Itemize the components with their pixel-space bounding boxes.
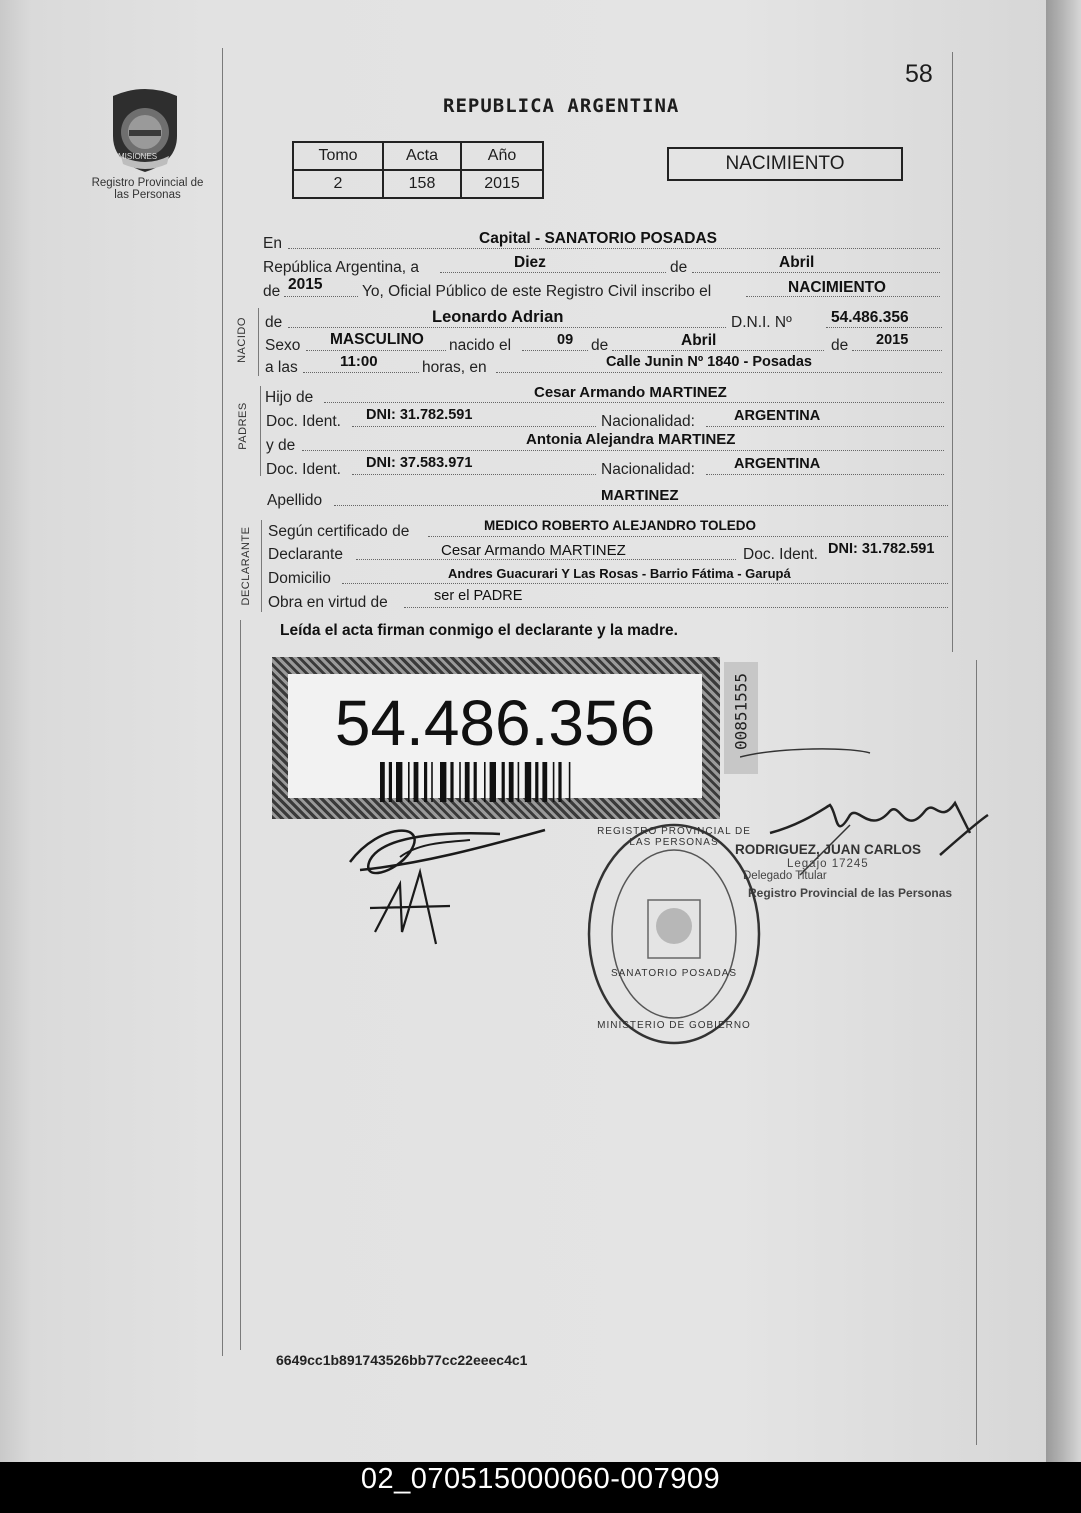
acta-header: Acta (383, 142, 461, 170)
republica-label: República Argentina, a (263, 259, 419, 276)
country-title: REPUBLICA ARGENTINA (443, 95, 680, 117)
apellido-value: MARTINEZ (601, 487, 679, 504)
barcode-icon (380, 762, 652, 802)
leader-dots (288, 327, 726, 328)
anio-header: Año (461, 142, 543, 170)
nacido-rule (258, 308, 259, 376)
leader-dots (612, 350, 824, 351)
record-type-box: NACIMIENTO (667, 147, 903, 181)
official-name: RODRIGUEZ, JUAN CARLOS (735, 842, 922, 857)
leader-dots (352, 474, 596, 475)
leader-dots (522, 350, 588, 351)
nacido-el-label: nacido el (449, 337, 512, 354)
seal-text: MISIONES (118, 152, 158, 161)
record-reference-table (292, 141, 544, 199)
official-role: Delegado Titular (743, 870, 827, 882)
stamp-bottom-text: MINISTERIO DE GOBIERNO (597, 1020, 751, 1031)
cert-value: MEDICO ROBERTO ALEJANDRO TOLEDO (484, 518, 757, 533)
leader-dots (303, 372, 419, 373)
nacido-de3-label: de (831, 337, 849, 354)
stamp-outer-text: REGISTRO PROVINCIAL DE LAS PERSONAS (597, 826, 751, 848)
document-hash: 6649cc1b891743526bb77cc22eeec4c1 (276, 1352, 528, 1368)
nacido-anio: 2015 (876, 332, 909, 348)
nacido-dni: 54.486.356 (831, 309, 909, 326)
leader-dots (356, 559, 736, 560)
anio-prefix: de (263, 283, 281, 300)
left-margin-rule (222, 48, 223, 1356)
alas-label: a las (265, 359, 298, 376)
official-legajo: Legajo 17245 (787, 858, 869, 870)
leader-dots (288, 248, 940, 249)
nacido-de2-label: de (591, 337, 609, 354)
madre-nombre: Antonia Alejandra MARTINEZ (526, 431, 736, 448)
leader-dots (306, 350, 446, 351)
nacido-dia: 09 (557, 332, 574, 348)
madre-doc: DNI: 37.583.971 (366, 455, 473, 471)
yde-label: y de (266, 437, 296, 454)
barcode-number: 54.486.356 (334, 687, 656, 759)
padres-section-label: PADRES (237, 402, 249, 450)
horas-label: horas, en (422, 359, 487, 376)
acta-value: 158 (383, 170, 461, 198)
acta-anio-value: 2015 (288, 276, 323, 293)
closing-statement: Leída el acta firman conmigo el declarante y la madre. (280, 622, 678, 639)
leader-dots (404, 607, 948, 608)
tomo-header: Tomo (293, 142, 383, 170)
domicilio-value: Andres Guacurari Y Las Rosas - Barrio Fátima - Garupá (448, 566, 791, 581)
leader-dots (826, 327, 942, 328)
madre-nac-label: Nacionalidad: (601, 461, 695, 478)
oficial-text: Yo, Oficial Público de este Registro Civil inscribo el (362, 283, 712, 300)
leader-dots (496, 372, 942, 373)
padre-doc: DNI: 31.782.591 (366, 407, 473, 423)
hora-value: 11:00 (340, 353, 378, 370)
declarante-nombre: Cesar Armando MARTINEZ (441, 542, 626, 559)
seal-caption: Registro Provincial de las Personas (91, 177, 204, 201)
padre-nombre: Cesar Armando MARTINEZ (534, 384, 727, 401)
barcode-inner (288, 674, 702, 798)
tipo-value: NACIMIENTO (788, 279, 886, 296)
inner-margin-rule (240, 620, 241, 1350)
mes-value: Abril (779, 254, 815, 271)
leader-dots (334, 505, 948, 506)
apellido-label: Apellido (267, 492, 323, 509)
stamp-inner-text: SANATORIO POSADAS (610, 968, 738, 979)
leader-dots (440, 272, 666, 273)
id-barcode-label (272, 657, 720, 819)
barcode-serial: 00851555 (731, 672, 751, 751)
padres-rule (260, 386, 261, 476)
page-edge (1046, 0, 1081, 1462)
madre-nac: ARGENTINA (734, 456, 821, 472)
declarante-doc-label: Doc. Ident. (743, 546, 818, 563)
official-registry: Registro Provincial de las Personas (748, 886, 953, 900)
nacido-nombre: Leonardo Adrian (432, 308, 564, 326)
leader-dots (706, 474, 944, 475)
declarante-doc: DNI: 31.782.591 (828, 541, 935, 557)
lugar-value: Calle Junin Nº 1840 - Posadas (606, 354, 812, 370)
nacido-de-label: de (265, 314, 283, 331)
leader-dots (284, 296, 358, 297)
anio-value: 2015 (461, 170, 543, 198)
right-margin-rule (952, 52, 953, 652)
declarant-signature-icon (340, 812, 560, 952)
dia-value: Diez (514, 254, 546, 271)
leader-dots (692, 272, 940, 273)
en-value: Capital - SANATORIO POSADAS (479, 230, 717, 247)
leader-dots (706, 426, 944, 427)
leader-dots (852, 350, 942, 351)
leader-dots (302, 450, 944, 451)
padre-nac-label: Nacionalidad: (601, 413, 695, 430)
hijo-label: Hijo de (265, 389, 314, 406)
declarante-section-label: DECLARANTE (240, 526, 252, 606)
registry-round-stamp (586, 822, 762, 1046)
madre-doc-label: Doc. Ident. (266, 461, 341, 478)
tomo-value: 2 (293, 170, 383, 198)
obra-value: ser el PADRE (434, 588, 523, 604)
sexo-value: MASCULINO (330, 331, 424, 348)
cert-label: Según certificado de (268, 523, 410, 540)
de-label: de (670, 259, 688, 276)
sexo-label: Sexo (265, 337, 301, 354)
declarante-label: Declarante (268, 546, 343, 563)
leader-dots (352, 426, 596, 427)
nacido-section-label: NACIDO (236, 317, 248, 363)
obra-label: Obra en virtud de (268, 594, 388, 611)
nacido-mes: Abril (681, 332, 717, 349)
padre-doc-label: Doc. Ident. (266, 413, 341, 430)
en-label: En (263, 235, 282, 252)
padre-nac: ARGENTINA (734, 408, 821, 424)
leader-dots (342, 583, 948, 584)
scan-footer-code: 02_070515000060-007909 (360, 1463, 721, 1495)
dni-label: D.N.I. Nº (731, 314, 792, 331)
declarante-rule (261, 520, 262, 612)
leader-dots (428, 536, 948, 537)
page-number: 58 (905, 60, 933, 88)
leader-dots (324, 402, 944, 403)
domicilio-label: Domicilio (268, 570, 331, 587)
